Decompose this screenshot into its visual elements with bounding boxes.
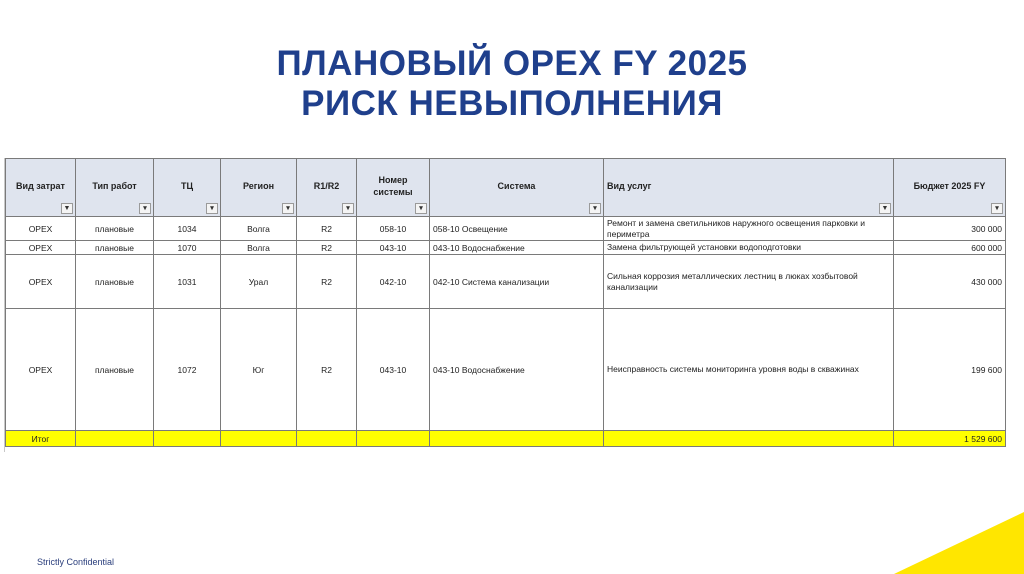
- cell-vid-zatrat[interactable]: OPEX: [6, 217, 76, 241]
- cell-budget[interactable]: 600 000: [894, 241, 1006, 255]
- cell-budget[interactable]: 300 000: [894, 217, 1006, 241]
- confidential-label: Strictly Confidential: [37, 557, 115, 567]
- opex-table: [5, 158, 1006, 447]
- col-header-vid-zatrat: Вид затрат ▼: [6, 159, 76, 217]
- cell-vid-zatrat[interactable]: OPEX: [6, 241, 76, 255]
- total-empty-cell[interactable]: [357, 431, 430, 447]
- cell-vid-uslug[interactable]: Сильная коррозия металлических лестниц в люках хозбытовой канализации: [604, 255, 894, 309]
- yellow-corner-accent: [874, 504, 1024, 574]
- total-empty-cell[interactable]: [430, 431, 604, 447]
- cell-tc[interactable]: 1070: [154, 241, 221, 255]
- spreadsheet-table: [4, 158, 1005, 452]
- slide-title-line1: ПЛАНОВЫЙ OPEX FY 2025: [276, 44, 748, 83]
- filter-active-icon[interactable]: ▼: [61, 203, 73, 214]
- cell-sistema[interactable]: 058-10 Освещение: [430, 217, 604, 241]
- cell-vid-uslug[interactable]: Ремонт и замена светильников наружного освещения парковки и периметра: [604, 217, 894, 241]
- table-row: [6, 241, 1006, 255]
- dropdown-arrow-icon[interactable]: ▾: [342, 203, 354, 214]
- table-row: [6, 309, 1006, 431]
- cell-r1r2[interactable]: R2: [297, 217, 357, 241]
- dropdown-arrow-icon[interactable]: ▾: [206, 203, 218, 214]
- cell-sistema[interactable]: 043-10 Водоснабжение: [430, 309, 604, 431]
- slide-title: [0, 44, 1024, 124]
- dropdown-arrow-icon[interactable]: ▾: [415, 203, 427, 214]
- cell-nomer-sistemy[interactable]: 043-10: [357, 241, 430, 255]
- cell-vid-uslug[interactable]: Замена фильтрующей установки водоподготовки: [604, 241, 894, 255]
- cell-tip-rabot[interactable]: плановые: [76, 309, 154, 431]
- cell-tc[interactable]: 1031: [154, 255, 221, 309]
- dropdown-arrow-icon[interactable]: ▾: [282, 203, 294, 214]
- col-header-r1r2: R1/R2 ▾: [297, 159, 357, 217]
- cell-tip-rabot[interactable]: плановые: [76, 217, 154, 241]
- cell-vid-zatrat[interactable]: OPEX: [6, 255, 76, 309]
- cell-region[interactable]: Волга: [221, 241, 297, 255]
- total-empty-cell[interactable]: [297, 431, 357, 447]
- cell-sistema[interactable]: 043-10 Водоснабжение: [430, 241, 604, 255]
- cell-r1r2[interactable]: R2: [297, 309, 357, 431]
- col-header-sistema: Система ▾: [430, 159, 604, 217]
- total-row: [6, 431, 1006, 447]
- slide-title-line2: РИСК НЕВЫПОЛНЕНИЯ: [301, 84, 723, 123]
- cell-tip-rabot[interactable]: плановые: [76, 241, 154, 255]
- dropdown-arrow-icon[interactable]: ▾: [589, 203, 601, 214]
- filter-active-icon[interactable]: ▼: [879, 203, 891, 214]
- col-header-budget: Бюджет 2025 FY ▾: [894, 159, 1006, 217]
- table-row: [6, 217, 1006, 241]
- cell-region[interactable]: Волга: [221, 217, 297, 241]
- dropdown-arrow-icon[interactable]: ▾: [991, 203, 1003, 214]
- cell-nomer-sistemy[interactable]: 058-10: [357, 217, 430, 241]
- cell-tip-rabot[interactable]: плановые: [76, 255, 154, 309]
- cell-r1r2[interactable]: R2: [297, 255, 357, 309]
- cell-tc[interactable]: 1072: [154, 309, 221, 431]
- cell-region[interactable]: Урал: [221, 255, 297, 309]
- dropdown-arrow-icon[interactable]: ▾: [139, 203, 151, 214]
- cell-nomer-sistemy[interactable]: 042-10: [357, 255, 430, 309]
- cell-vid-uslug[interactable]: Неисправность системы мониторинга уровня воды в скважинах: [604, 309, 894, 431]
- total-label[interactable]: Итог: [6, 431, 76, 447]
- total-empty-cell[interactable]: [154, 431, 221, 447]
- cell-budget[interactable]: 199 600: [894, 309, 1006, 431]
- table-row: [6, 255, 1006, 309]
- cell-vid-zatrat[interactable]: OPEX: [6, 309, 76, 431]
- header-row: [6, 159, 1006, 217]
- col-header-nomer-sistemy: Номер системы ▾: [357, 159, 430, 217]
- total-value[interactable]: 1 529 600: [894, 431, 1006, 447]
- cell-tc[interactable]: 1034: [154, 217, 221, 241]
- total-empty-cell[interactable]: [604, 431, 894, 447]
- total-empty-cell[interactable]: [76, 431, 154, 447]
- cell-nomer-sistemy[interactable]: 043-10: [357, 309, 430, 431]
- col-header-region: Регион ▾: [221, 159, 297, 217]
- corner-triangle: [894, 512, 1024, 574]
- col-header-tc: ТЦ ▾: [154, 159, 221, 217]
- cell-budget[interactable]: 430 000: [894, 255, 1006, 309]
- cell-sistema[interactable]: 042-10 Система канализации: [430, 255, 604, 309]
- cell-r1r2[interactable]: R2: [297, 241, 357, 255]
- col-header-tip-rabot: Тип работ ▾: [76, 159, 154, 217]
- total-empty-cell[interactable]: [221, 431, 297, 447]
- col-header-vid-uslug: Вид услуг ▼: [604, 159, 894, 217]
- cell-region[interactable]: Юг: [221, 309, 297, 431]
